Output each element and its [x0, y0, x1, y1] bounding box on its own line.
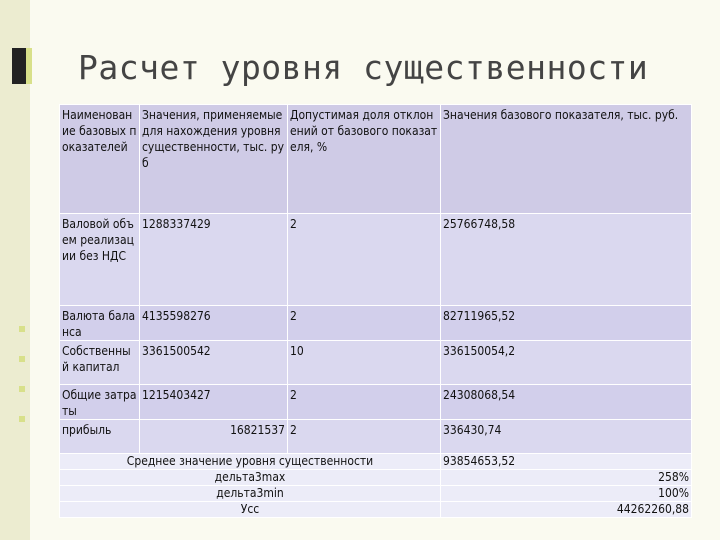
summary-label: дельта3min [60, 486, 441, 502]
row-name: Общие затраты [60, 385, 140, 420]
summary-row-average [60, 454, 692, 470]
summary-value: 93854653,52 [441, 454, 692, 470]
table-row [60, 341, 692, 385]
row-base: 336150054,2 [441, 341, 692, 385]
summary-label: Среднее значение уровня существенности [60, 454, 441, 470]
row-share: 2 [288, 385, 441, 420]
header-cell-base: Значения базового показателя, тыс. руб. [441, 105, 692, 214]
materiality-table [59, 104, 692, 518]
summary-row-delta-min [60, 486, 692, 502]
summary-label: Усс [60, 502, 441, 518]
header-cell-name: Наименование базовых показателей [60, 105, 140, 214]
row-base: 24308068,54 [441, 385, 692, 420]
title-marker-dark [12, 48, 26, 84]
header-cell-value: Значения, применяемые для нахождения уровня существенности, тыс. руб [140, 105, 288, 214]
row-share: 10 [288, 341, 441, 385]
table-header-row [60, 105, 692, 214]
slide-title: Расчет уровня существенности [78, 48, 649, 87]
row-share: 2 [288, 306, 441, 341]
table-row [60, 420, 692, 454]
title-marker-green [26, 48, 32, 84]
summary-value: 100% [441, 486, 692, 502]
decor-dot [19, 386, 25, 392]
decor-dot [19, 326, 25, 332]
table-row [60, 214, 692, 306]
summary-value: 258% [441, 470, 692, 486]
row-name: прибыль [60, 420, 140, 454]
row-value: 4135598276 [140, 306, 288, 341]
table-row [60, 306, 692, 341]
row-value: 3361500542 [140, 341, 288, 385]
row-name: Валовой объем реализации без НДС [60, 214, 140, 306]
summary-row-materiality [60, 502, 692, 518]
row-name: Собственный капитал [60, 341, 140, 385]
row-share: 2 [288, 214, 441, 306]
row-base: 82711965,52 [441, 306, 692, 341]
summary-value: 44262260,88 [441, 502, 692, 518]
table-row [60, 385, 692, 420]
row-value: 1215403427 [140, 385, 288, 420]
summary-row-delta-max [60, 470, 692, 486]
header-cell-share: Допустимая доля отклонений от базового показателя, % [288, 105, 441, 214]
row-value: 16821537 [140, 420, 288, 454]
row-base: 25766748,58 [441, 214, 692, 306]
summary-label: дельта3max [60, 470, 441, 486]
row-share: 2 [288, 420, 441, 454]
row-name: Валюта баланса [60, 306, 140, 341]
row-base: 336430,74 [441, 420, 692, 454]
decor-dot [19, 356, 25, 362]
row-value: 1288337429 [140, 214, 288, 306]
decor-dot [19, 416, 25, 422]
